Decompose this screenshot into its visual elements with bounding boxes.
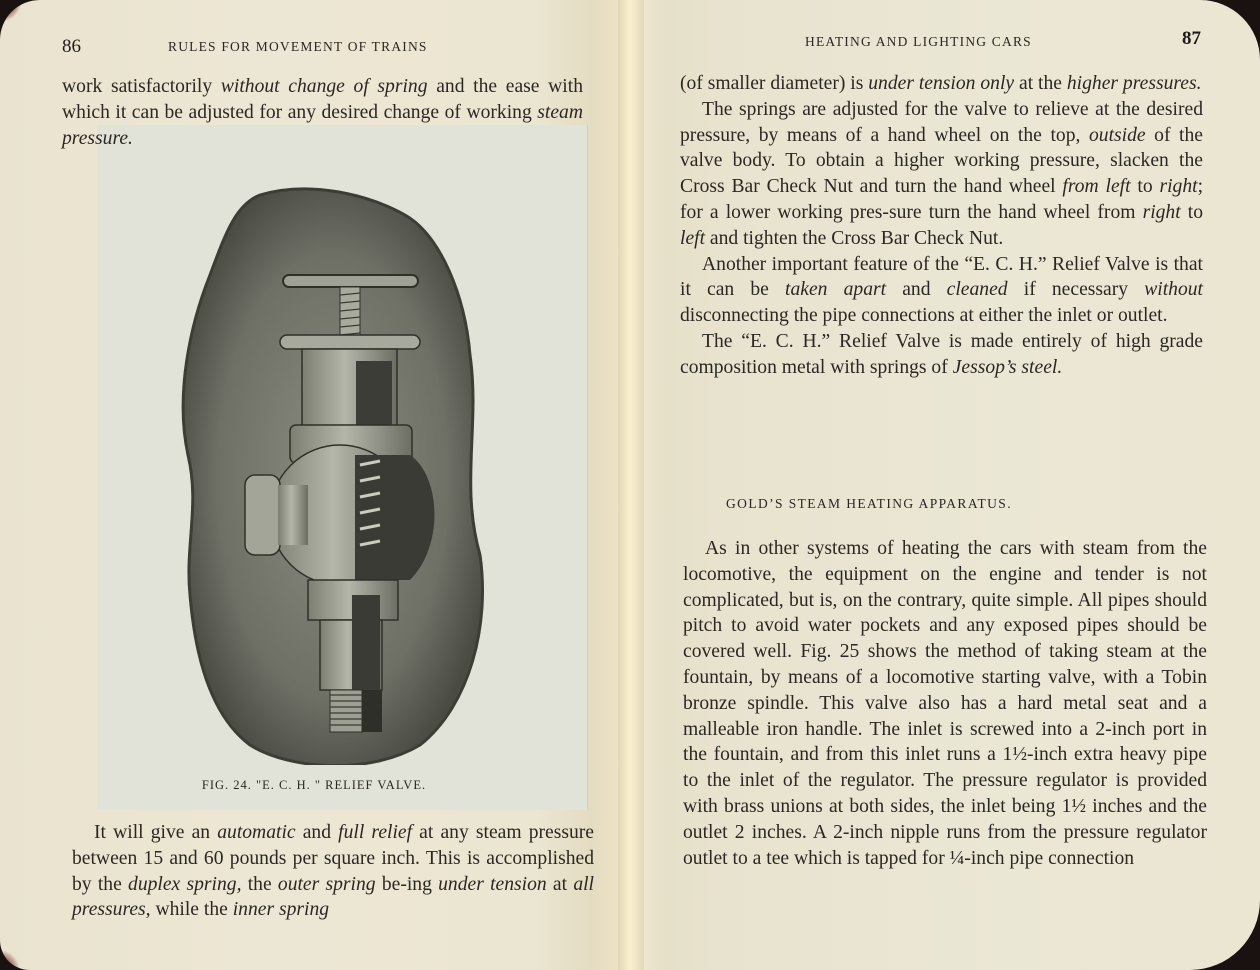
text-run: at: [546, 873, 574, 895]
paragraph: [72, 820, 594, 923]
section-paragraph: [683, 536, 1207, 871]
section-heading: GOLD’S STEAM HEATING APPARATUS.: [726, 496, 1012, 511]
text-run: at any steam pressure between 15 and 60 pounds per square inch. This is accomplished by the: [72, 822, 594, 895]
running-head-left: RULES FOR MOVEMENT OF TRAINS: [168, 39, 428, 54]
intro-paragraph: [62, 74, 583, 151]
italic-text: from left: [1062, 176, 1131, 198]
italic-text: right: [1142, 201, 1181, 223]
italic-text: without change of spring: [220, 76, 428, 97]
text-run: and: [886, 279, 947, 301]
body-paragraph: [72, 820, 594, 923]
page-number-right: 87: [1182, 28, 1201, 49]
cover-edge-bottom-left: [0, 930, 24, 970]
text-run: be-ing: [375, 873, 439, 895]
italic-text: left: [680, 227, 706, 249]
text-run: and: [295, 822, 339, 843]
relief-valve-illustration: [180, 185, 485, 765]
italic-text: taken apart: [785, 279, 887, 301]
italic-text: under tension: [438, 873, 547, 895]
italic-text: all pressures,: [72, 873, 594, 921]
italic-text: outside: [1088, 124, 1146, 146]
text-run: and the ease with which it can be adjusted for any desired change of working: [62, 76, 583, 123]
paragraph: [680, 71, 1203, 97]
italic-text: full relief: [338, 822, 413, 843]
text-run: to: [1130, 176, 1160, 198]
text-run: of the valve body. To obtain a higher working pressure, slacken the Cross Bar Check Nut and turn the hand wheel: [680, 124, 1203, 198]
text-run: to: [1180, 201, 1203, 223]
italic-text: under tension only: [868, 73, 1015, 94]
text-run: at the: [1014, 73, 1067, 94]
text-run: if necessary: [1007, 279, 1145, 301]
page-number-left: 86: [62, 36, 81, 57]
text-run: It will give an: [94, 822, 218, 843]
figure-caption: FIG. 24. "E. C. H. " RELIEF VALVE.: [201, 778, 427, 792]
italic-text: higher pressures.: [1066, 73, 1202, 94]
text-run: the: [241, 873, 278, 895]
text-run: (of smaller diameter) is: [680, 73, 869, 94]
italic-text: cleaned: [946, 279, 1008, 301]
paragraph: [683, 536, 1207, 871]
text-run: work satisfactorily: [62, 76, 221, 97]
paragraph: [62, 74, 583, 151]
text-run: and tighten the Cross Bar Check Nut.: [705, 227, 1004, 249]
text-run: ; for a lower working pres-sure turn the hand wheel from: [680, 176, 1204, 223]
text-run: As in other systems of heating the cars with steam from the locomotive, the equipment on the engine and tender is not complicated, but is, on the contrary, quite simple. All pipes should pitch to avoid water pockets and any exposed pipes should be covered well. Fig. 25 shows the method of taking steam at the fountain, by means of a locomotive starting valve, with a Tobin bronze spindle. This valve also has a hard metal seat and a malleable iron handle. The inlet is screwed into a 2-inch port in the fountain, and from this inlet runs a 1½-inch extra heavy pipe to the inlet of the regulator. The pressure regulator is provided with brass unions at both sides, the inlet being 1½ inches and the outlet 2 inches. A 2-inch nipple runs from the pressure regulator outlet to a tee which is tapped for ¼-inch pipe connection: [683, 538, 1207, 869]
italic-text: outer spring: [277, 873, 376, 895]
right-top-paragraphs: [680, 71, 1203, 381]
running-head-right: HEATING AND LIGHTING CARS: [805, 34, 1032, 49]
italic-text: right: [1159, 176, 1198, 198]
italic-text: steam pressure.: [62, 101, 583, 149]
text-run: disconnecting the pipe connections at either the inlet or outlet.: [680, 305, 1168, 327]
italic-text: Jessop’s steel.: [952, 356, 1063, 378]
paragraph: [680, 97, 1203, 252]
paragraph: [680, 252, 1203, 329]
text-run: The “E. C. H.” Relief Valve is made entirely of high grade composition metal with springs of: [680, 330, 1203, 378]
paragraph: [680, 329, 1203, 381]
italic-text: inner spring: [232, 899, 330, 921]
text-run: The springs are adjusted for the valve to relieve at the desired pressure, by means of a hand wheel on the top,: [680, 98, 1203, 146]
cover-edge-top-left: [0, 0, 30, 30]
text-run: Another important feature of the “E. C. H.” Relief Valve is that it can be: [680, 253, 1203, 301]
italic-text: without: [1144, 279, 1203, 301]
italic-text: duplex spring,: [128, 873, 242, 895]
text-run: while the: [150, 899, 233, 921]
italic-text: automatic: [217, 822, 296, 843]
left-page: [0, 0, 628, 970]
